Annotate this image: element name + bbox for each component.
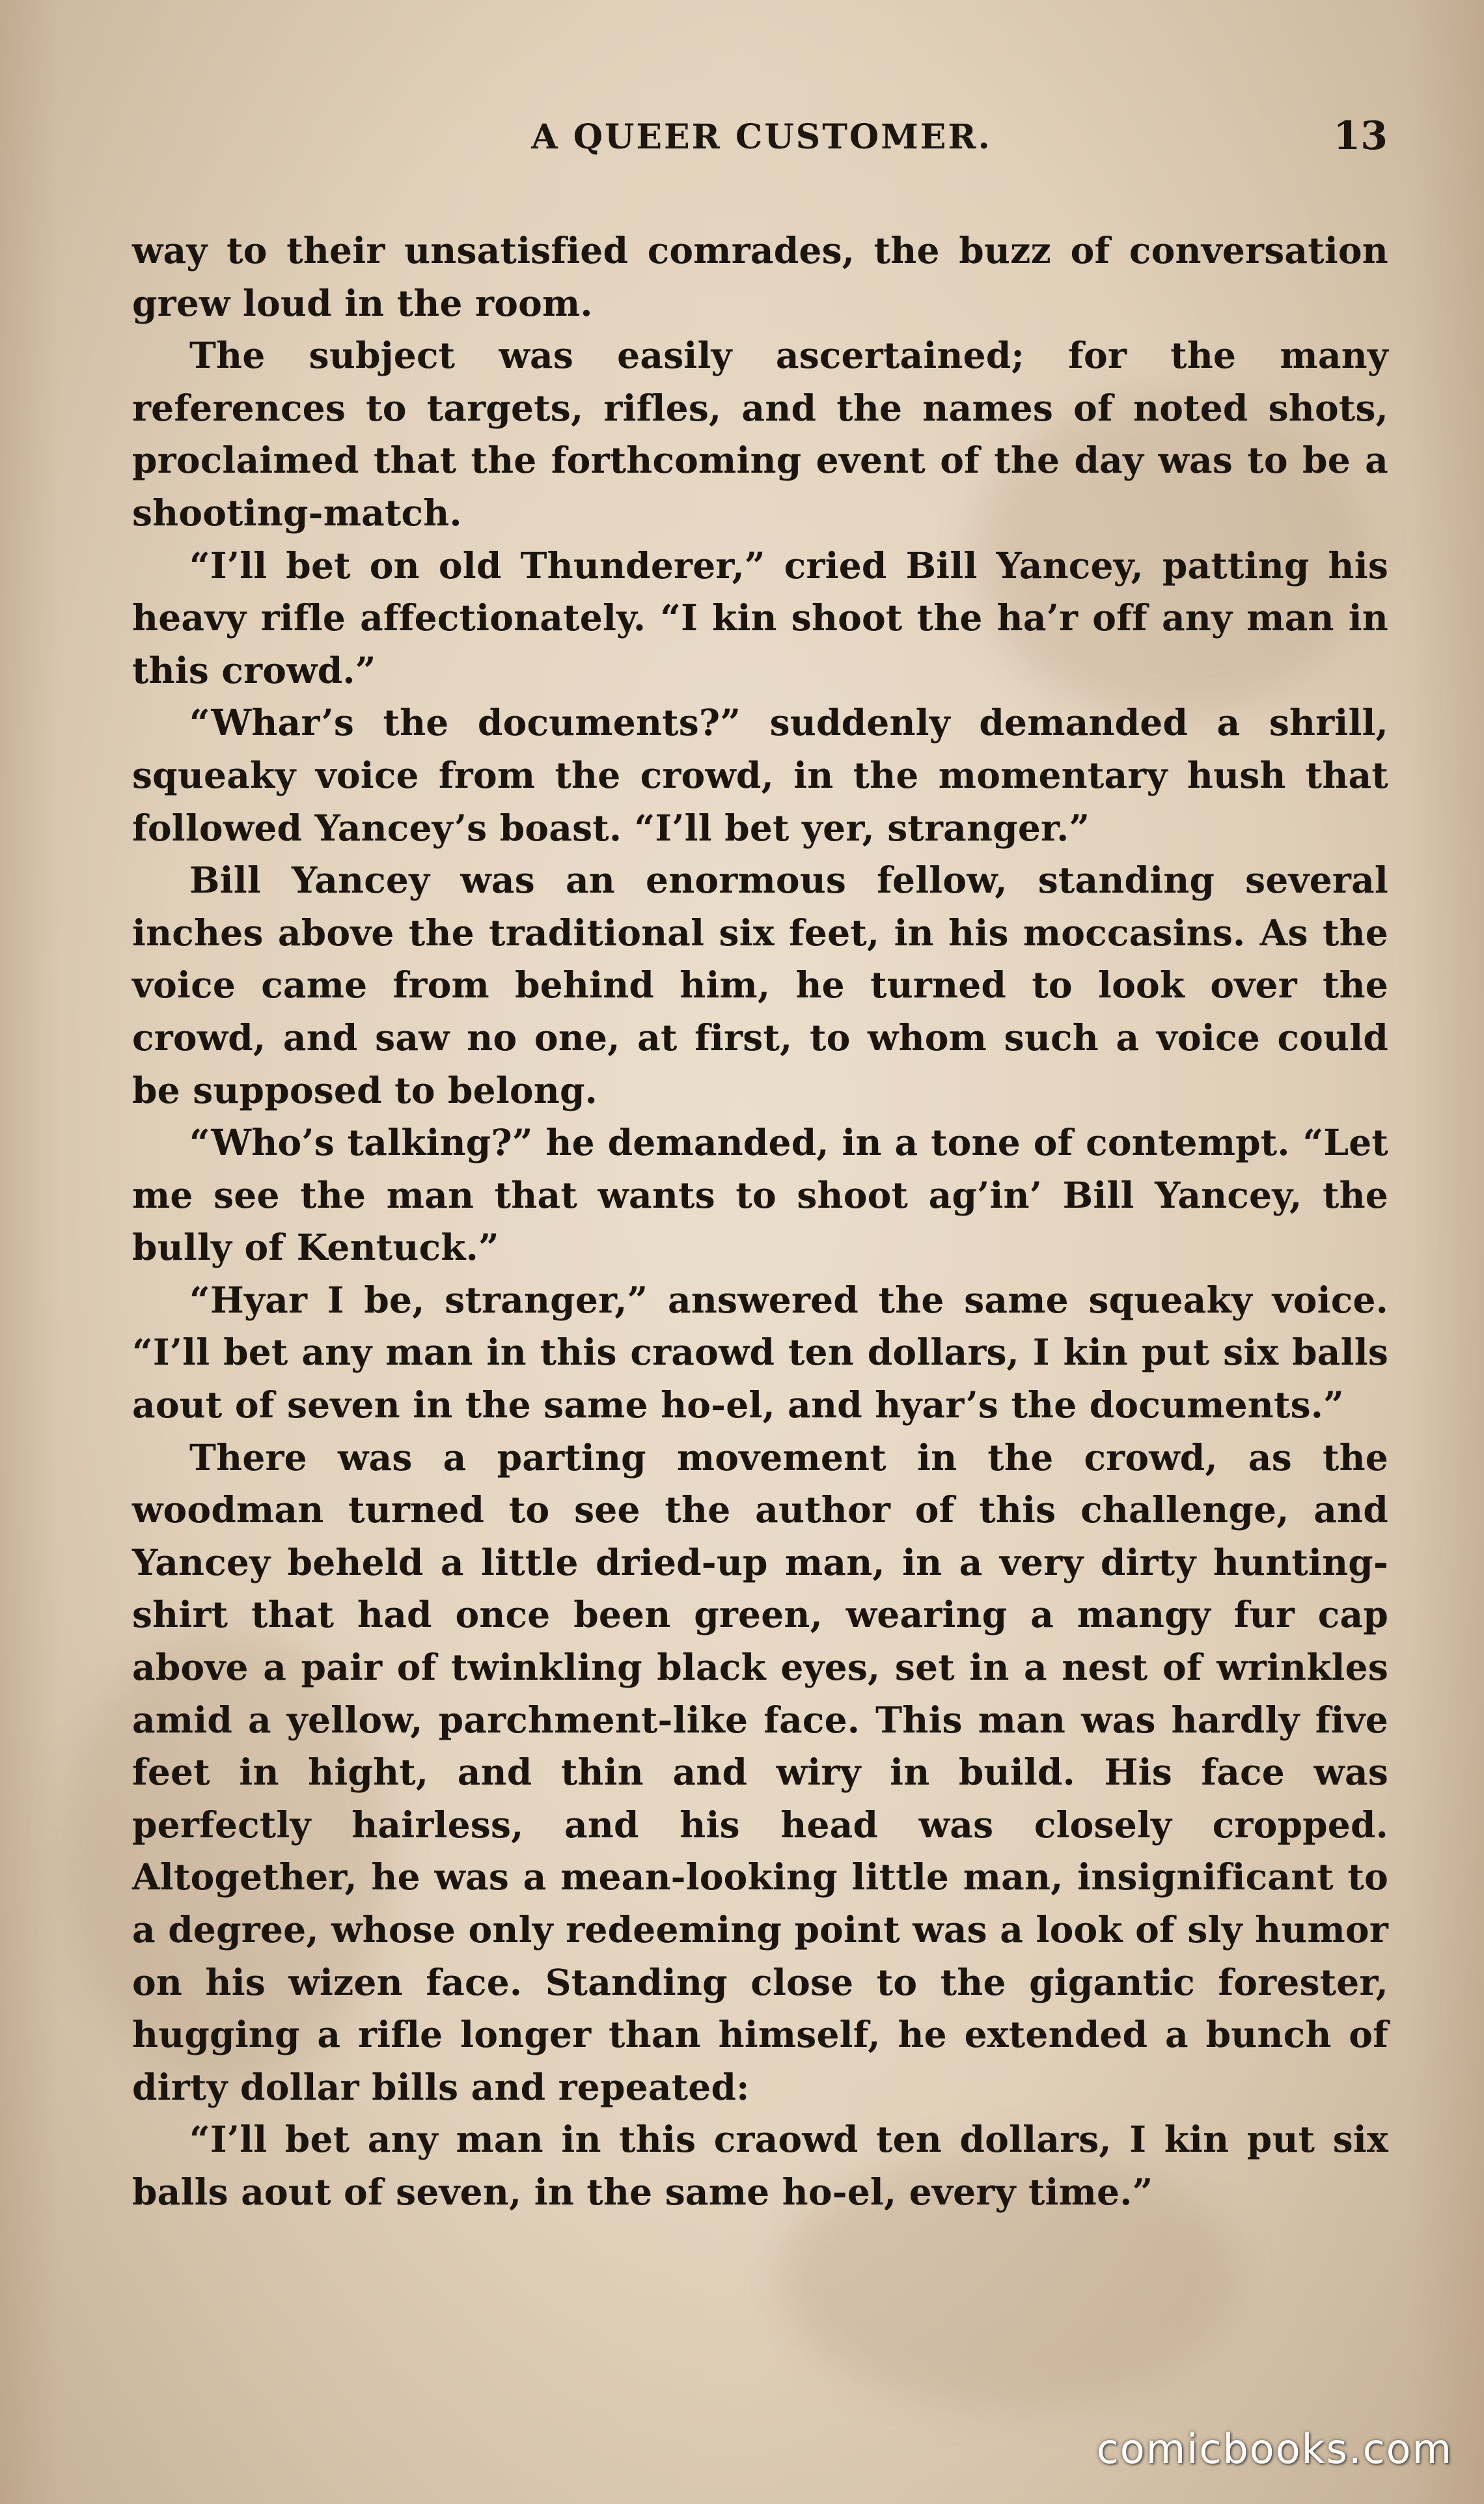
paragraph-7: “Hyar I be, stranger,” answered the same squeaky voice. “I’ll bet any man in this craowd ten dollars, I kin put six balls aout of seven in the same ho-el, and hyar’s the documents.” (132, 1278, 1388, 1426)
watermark: comicbooks.com (1096, 2425, 1453, 2473)
paragraph-1: way to their unsatisfied comrades, the buzz of conversation grew loud in the room. (132, 229, 1388, 324)
page-number: 13 (1333, 113, 1388, 159)
paragraph-6: “Who’s talking?” he demanded, in a tone of contempt. “Let me see the man that wants to shoot ag’in’ Bill Yancey, the bully of Kentuck.” (132, 1121, 1388, 1269)
paragraph-5: Bill Yancey was an enormous fellow, standing several inches above the traditional six feet, in his moccasins. As the voice came from behind him, he turned to look over the crowd, and saw no one, at first, to whom such a voice could be supposed to belong. (132, 859, 1388, 1111)
paragraph-8: There was a parting movement in the crowd, as the woodman turned to see the author of this challenge, and Yancey beheld a little dried-up man, in a very dirty hunting-shirt that had once been green, wearing a mangy fur cap above a pair of twinkling black eyes, set in a nest of wrinkles amid a yellow, parchment-like face. This man was hardly five feet in hight, and thin and wiry in build. His face was perfectly hairless, and his head was closely cropped. Altogether, he was a mean-looking little man, insignificant to a degree, whose only redeeming point was a look of sly humor on his wizen face. Standing close to the gigantic forester, hugging a rifle longer than himself, he extended a bunch of dirty dollar bills and repeated: (132, 1436, 1388, 2108)
body-text (132, 225, 1388, 2219)
page-header (130, 113, 1393, 169)
paragraph-3: “I’ll bet on old Thunderer,” cried Bill Yancey, patting his heavy rifle affectionately. “I kin shoot the ha’r off any man in this crowd.” (132, 544, 1388, 691)
paragraph-4: “Whar’s the documents?” suddenly demanded a shrill, squeaky voice from the crowd, in the momentary hush that followed Yancey’s boast. “I’ll bet yer, stranger.” (132, 701, 1388, 849)
running-head: A QUEER CUSTOMER. (531, 117, 992, 157)
paragraph-9: “I’ll bet any man in this craowd ten dollars, I kin put six balls aout of seven, in the same ho-el, every time.” (132, 2118, 1388, 2213)
paragraph-2: The subject was easily ascertained; for the many references to targets, rifles, and the names of noted shots, proclaimed that the forthcoming event of the day was to be a shooting-match. (132, 334, 1388, 534)
